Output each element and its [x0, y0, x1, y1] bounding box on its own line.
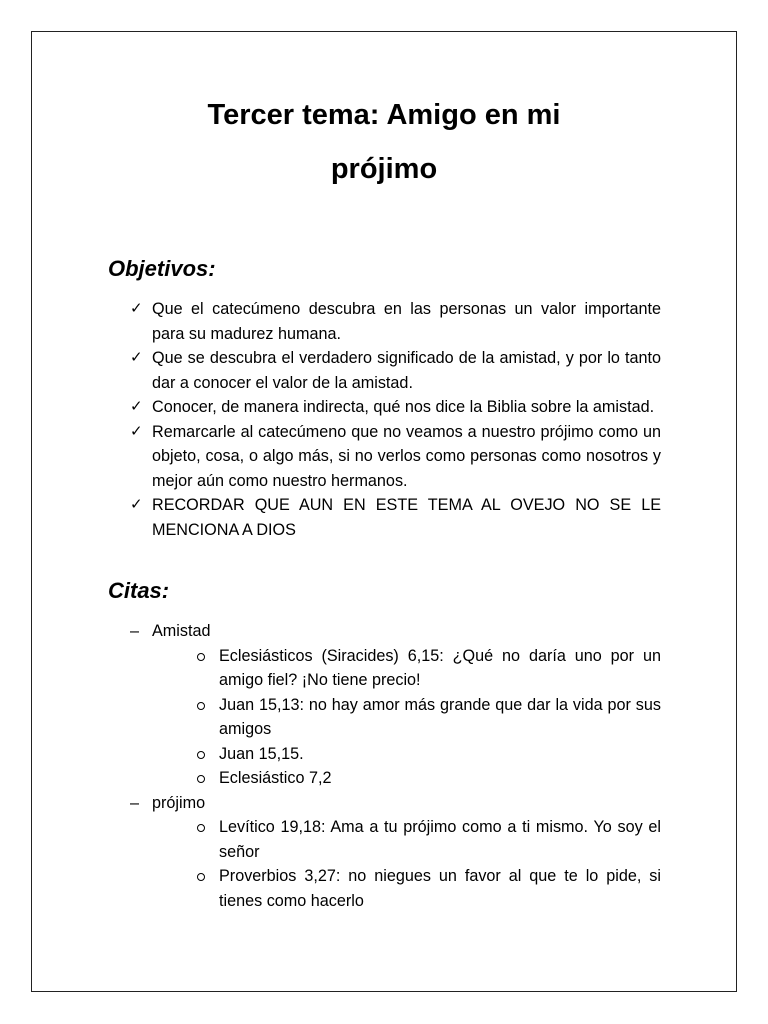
citas-list [130, 619, 661, 913]
cita-text: Juan 15,15. [219, 744, 304, 763]
citas-sublist [152, 815, 661, 913]
circle-bullet-icon [197, 751, 205, 759]
cita-item [197, 864, 661, 913]
circle-bullet-icon [197, 873, 205, 881]
citas-group-projimo [130, 791, 661, 914]
dash-icon: – [130, 622, 140, 640]
cita-text: Levítico 19,18: Ama a tu prójimo como a ti mismo. Yo soy el señor [219, 818, 661, 861]
cita-item [197, 693, 661, 742]
objective-item [130, 493, 661, 542]
objectives-list [130, 297, 661, 542]
check-icon: ✓ [130, 422, 143, 440]
objective-item [130, 420, 661, 494]
citas-group-amistad [130, 619, 661, 791]
cita-item [197, 644, 661, 693]
cita-item [197, 742, 661, 767]
objective-text: Remarcarle al catecúmeno que no veamos a nuestro prójimo como un objeto, cosa, o algo más, si no verlos como personas como nosotros y mejor aún como nuestro hermanos. [152, 422, 661, 490]
group-label: prójimo [152, 793, 206, 812]
circle-bullet-icon [197, 653, 205, 661]
objectives-heading: Objetivos: [108, 256, 216, 281]
cita-text: Juan 15,13: no hay amor más grande que dar la vida por sus amigos [219, 695, 661, 738]
title-line-2: prójimo [330, 153, 438, 185]
objective-item [130, 395, 661, 420]
dash-icon: – [130, 793, 140, 812]
objective-item [130, 297, 661, 346]
citas-sublist [152, 644, 661, 791]
cita-text: Eclesiásticos (Siracides) 6,15: ¿Qué no daría uno por un amigo fiel? ¡No tiene precio! [219, 646, 661, 689]
cita-item [197, 815, 661, 864]
citas-heading: Citas: [108, 578, 170, 603]
title-line-1: Tercer tema: Amigo en mi [207, 99, 561, 131]
cita-item [197, 766, 661, 791]
cita-text: Proverbios 3,27: no niegues un favor al que te lo pide, si tienes como hacerlo [219, 867, 661, 910]
objective-text: RECORDAR QUE AUN EN ESTE TEMA AL OVEJO NO SE LE MENCIONA A DIOS [152, 496, 661, 539]
circle-bullet-icon [197, 775, 205, 783]
objective-text: Que se descubra el verdadero significado de la amistad, y por lo tanto dar a conocer el valor de la amistad. [152, 349, 661, 392]
objective-item [130, 346, 661, 395]
objective-text: Que el catecúmeno descubra en las personas un valor importante para su madurez humana. [152, 300, 661, 343]
check-icon: ✓ [130, 300, 143, 317]
cita-text: Eclesiástico 7,2 [219, 769, 332, 787]
check-icon: ✓ [130, 496, 143, 513]
check-icon: ✓ [130, 349, 143, 366]
circle-bullet-icon [197, 702, 205, 710]
objective-text: Conocer, de manera indirecta, qué nos dice la Biblia sobre la amistad. [152, 398, 655, 416]
circle-bullet-icon [197, 824, 205, 832]
check-icon: ✓ [130, 398, 143, 415]
document-title [31, 88, 737, 196]
group-label: Amistad [152, 622, 211, 640]
